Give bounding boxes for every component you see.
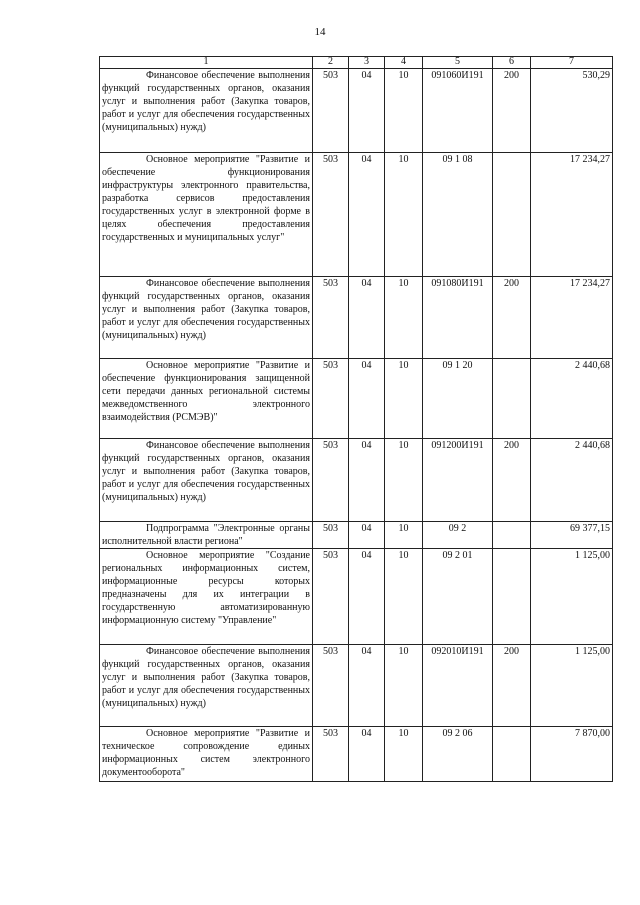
cell-target-code: 092010И191 bbox=[423, 645, 493, 727]
table-row bbox=[100, 549, 613, 645]
cell-amount: 7 870,00 bbox=[531, 727, 613, 782]
row-description: Финансовое обеспечение выполнения функций государственных органов, оказания услуг и выполнения работ (Закупка товаров, работ и услуг для обеспечения государственных (муниципальных) нужд) bbox=[100, 277, 313, 359]
cell-subsection: 04 bbox=[349, 549, 385, 645]
header-cell: 7 bbox=[531, 57, 613, 69]
cell-amount: 1 125,00 bbox=[531, 645, 613, 727]
cell-section: 503 bbox=[313, 439, 349, 522]
cell-subsection: 04 bbox=[349, 69, 385, 153]
row-description: Финансовое обеспечение выполнения функций государственных органов, оказания услуг и выполнения работ (Закупка товаров, работ и услуг для обеспечения государственных (муниципальных) нужд) bbox=[100, 69, 313, 153]
cell-amount: 2 440,68 bbox=[531, 359, 613, 439]
cell-expense-type: 200 bbox=[493, 277, 531, 359]
table-row bbox=[100, 69, 613, 153]
row-description: Основное мероприятие "Развитие и техническое сопровождение единых информационных систем электронного документооборота" bbox=[100, 727, 313, 782]
cell-target-code: 091060И191 bbox=[423, 69, 493, 153]
cell-target-code: 09 2 01 bbox=[423, 549, 493, 645]
cell-subsection: 04 bbox=[349, 522, 385, 549]
cell-amount: 17 234,27 bbox=[531, 153, 613, 277]
cell-target-code: 09 1 20 bbox=[423, 359, 493, 439]
cell-subsection: 04 bbox=[349, 727, 385, 782]
cell-column-4: 10 bbox=[385, 549, 423, 645]
header-cell: 3 bbox=[349, 57, 385, 69]
header-cell: 4 bbox=[385, 57, 423, 69]
cell-target-code: 091200И191 bbox=[423, 439, 493, 522]
table-row bbox=[100, 359, 613, 439]
table-row bbox=[100, 439, 613, 522]
cell-subsection: 04 bbox=[349, 153, 385, 277]
cell-column-4: 10 bbox=[385, 439, 423, 522]
cell-section: 503 bbox=[313, 69, 349, 153]
cell-amount: 69 377,15 bbox=[531, 522, 613, 549]
header-cell: 6 bbox=[493, 57, 531, 69]
cell-section: 503 bbox=[313, 549, 349, 645]
cell-section: 503 bbox=[313, 359, 349, 439]
cell-amount: 2 440,68 bbox=[531, 439, 613, 522]
cell-expense-type: 200 bbox=[493, 69, 531, 153]
cell-section: 503 bbox=[313, 153, 349, 277]
cell-column-4: 10 bbox=[385, 522, 423, 549]
table-row bbox=[100, 522, 613, 549]
table-row bbox=[100, 645, 613, 727]
cell-subsection: 04 bbox=[349, 439, 385, 522]
row-description: Основное мероприятие "Создание региональных информационных систем, информационные ресурсы которых предназначены для их интеграции в государственную автоматизированную информационную систему "Управление" bbox=[100, 549, 313, 645]
cell-subsection: 04 bbox=[349, 277, 385, 359]
cell-subsection: 04 bbox=[349, 645, 385, 727]
header-cell: 1 bbox=[100, 57, 313, 69]
cell-amount: 1 125,00 bbox=[531, 549, 613, 645]
cell-column-4: 10 bbox=[385, 645, 423, 727]
cell-amount: 17 234,27 bbox=[531, 277, 613, 359]
cell-section: 503 bbox=[313, 727, 349, 782]
cell-subsection: 04 bbox=[349, 359, 385, 439]
header-cell: 2 bbox=[313, 57, 349, 69]
cell-amount: 530,29 bbox=[531, 69, 613, 153]
cell-target-code: 091080И191 bbox=[423, 277, 493, 359]
cell-section: 503 bbox=[313, 645, 349, 727]
cell-column-4: 10 bbox=[385, 359, 423, 439]
cell-column-4: 10 bbox=[385, 69, 423, 153]
cell-target-code: 09 2 bbox=[423, 522, 493, 549]
cell-expense-type: 200 bbox=[493, 645, 531, 727]
row-description: Основное мероприятие "Развитие и обеспечение функционирования защищенной сети передачи данных региональной системы межведомственного электронного взаимодействия (РСМЭВ)" bbox=[100, 359, 313, 439]
cell-expense-type bbox=[493, 549, 531, 645]
cell-column-4: 10 bbox=[385, 277, 423, 359]
cell-target-code: 09 1 08 bbox=[423, 153, 493, 277]
cell-expense-type bbox=[493, 522, 531, 549]
cell-expense-type: 200 bbox=[493, 439, 531, 522]
cell-target-code: 09 2 06 bbox=[423, 727, 493, 782]
table-row bbox=[100, 153, 613, 277]
cell-expense-type bbox=[493, 727, 531, 782]
cell-column-4: 10 bbox=[385, 727, 423, 782]
table-row bbox=[100, 727, 613, 782]
budget-table bbox=[99, 56, 613, 782]
cell-section: 503 bbox=[313, 522, 349, 549]
row-description: Финансовое обеспечение выполнения функций государственных органов, оказания услуг и выполнения работ (Закупка товаров, работ и услуг для обеспечения государственных (муниципальных) нужд) bbox=[100, 645, 313, 727]
header-row bbox=[100, 57, 613, 69]
cell-expense-type bbox=[493, 359, 531, 439]
row-description: Финансовое обеспечение выполнения функций государственных органов, оказания услуг и выполнения работ (Закупка товаров, работ и услуг для обеспечения государственных (муниципальных) нужд) bbox=[100, 439, 313, 522]
cell-section: 503 bbox=[313, 277, 349, 359]
cell-column-4: 10 bbox=[385, 153, 423, 277]
page-number: 14 bbox=[314, 26, 326, 38]
table-row bbox=[100, 277, 613, 359]
cell-expense-type bbox=[493, 153, 531, 277]
row-description: Подпрограмма "Электронные органы исполнительной власти региона" bbox=[100, 522, 313, 549]
header-cell: 5 bbox=[423, 57, 493, 69]
row-description: Основное мероприятие "Развитие и обеспечение функционирования инфраструктуры электронного правительства, разработка сервисов предоставления государственных услуг в электронной форме в целях обеспечения предоставления государственных и муниципальных услуг" bbox=[100, 153, 313, 277]
